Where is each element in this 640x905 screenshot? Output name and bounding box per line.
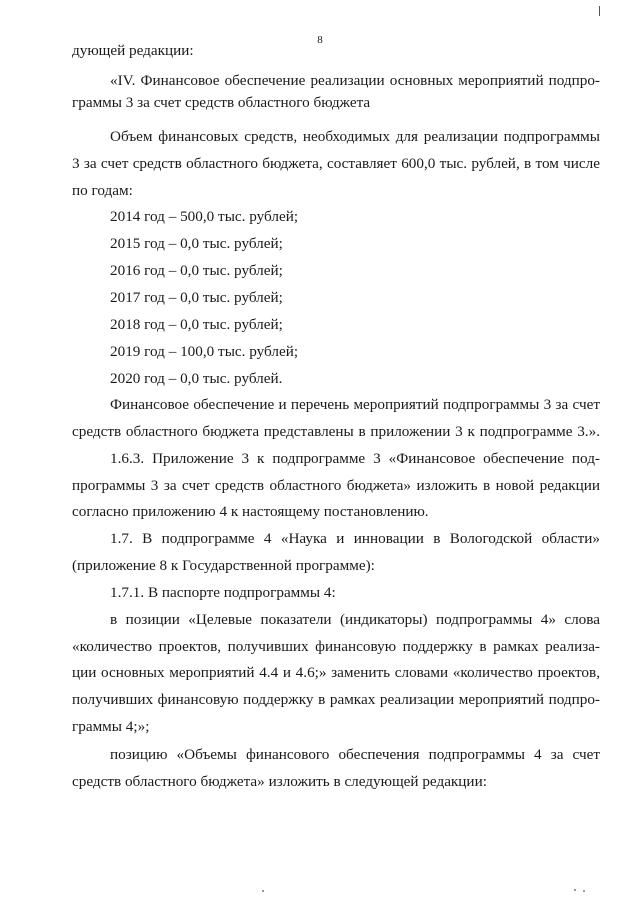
- section-heading-line: «IV. Финансовое обеспечение реализации основных мероприятий подпро-: [110, 72, 600, 89]
- text-line: 3 за счет средств областного бюджета, составляет 600,0 тыс. рублей, в том числе: [72, 155, 600, 172]
- scan-speck: [574, 889, 576, 891]
- text-line: программы 3 за счет средств областного бюджета» изложить в новой редакции: [72, 477, 600, 494]
- text-line: граммы 4;»;: [72, 718, 150, 735]
- text-line: «количество проектов, получивших финансовую поддержку в рамках реализа-: [72, 638, 600, 655]
- text-line: получивших финансовую поддержку в рамках реализации мероприятий подпро-: [72, 691, 600, 708]
- year-item: 2018 год – 0,0 тыс. рублей;: [110, 316, 283, 333]
- text-line: в позиции «Целевые показатели (индикаторы) подпрограммы 4» слова: [110, 611, 600, 628]
- clause-line: 1.6.3. Приложение 3 к подпрограмме 3 «Финансовое обеспечение под-: [110, 450, 600, 467]
- scan-mark: [599, 6, 600, 16]
- text-line: Объем финансовых средств, необходимых для реализации подпрограммы: [110, 128, 600, 145]
- text-line: дующей редакции:: [72, 42, 194, 59]
- clause-line: 1.7. В подпрограмме 4 «Наука и инновации в Вологодской области»: [110, 530, 600, 547]
- text-line: ции основных мероприятий 4.4 и 4.6;» заменить словами «количество проектов,: [72, 664, 600, 681]
- page-number: 8: [317, 34, 323, 46]
- text-line: средств областного бюджета» изложить в следующей редакции:: [72, 773, 487, 790]
- section-heading-line: граммы 3 за счет средств областного бюджета: [72, 94, 371, 111]
- scan-speck: [583, 890, 585, 892]
- scan-speck: [262, 890, 264, 892]
- clause-line: 1.7.1. В паспорте подпрограммы 4:: [110, 584, 336, 601]
- year-item: 2014 год – 500,0 тыс. рублей;: [110, 208, 299, 225]
- text-line: Финансовое обеспечение и перечень мероприятий подпрограммы 3 за счет: [110, 396, 600, 413]
- year-item: 2019 год – 100,0 тыс. рублей;: [110, 343, 299, 360]
- text-line: позицию «Объемы финансового обеспечения подпрограммы 4 за счет: [110, 746, 600, 763]
- year-item: 2020 год – 0,0 тыс. рублей.: [110, 370, 283, 387]
- year-item: 2017 год – 0,0 тыс. рублей;: [110, 289, 283, 306]
- year-item: 2015 год – 0,0 тыс. рублей;: [110, 235, 283, 252]
- text-line: по годам:: [72, 182, 133, 199]
- text-line: средств областного бюджета представлены в приложении 3 к подпрограмме 3.».: [72, 423, 600, 440]
- year-item: 2016 год – 0,0 тыс. рублей;: [110, 262, 283, 279]
- text-line: согласно приложению 4 к настоящему постановлению.: [72, 503, 429, 520]
- text-line: (приложение 8 к Государственной программе):: [72, 557, 375, 574]
